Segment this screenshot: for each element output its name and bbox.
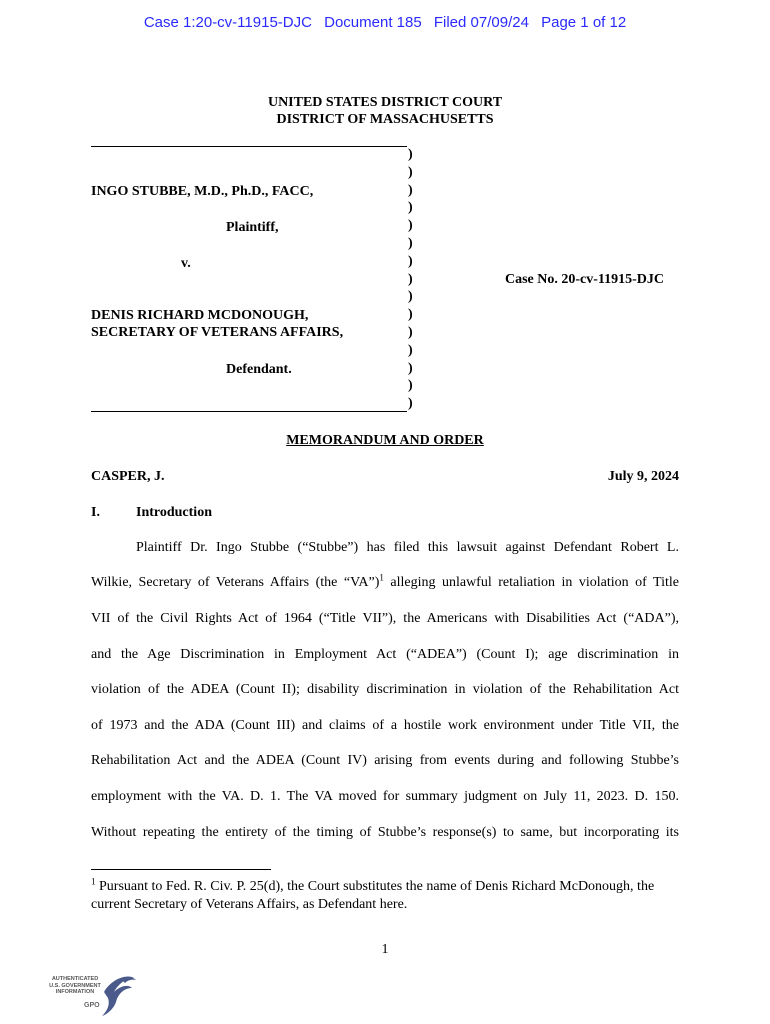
body-line: Rehabilitation Act and the ADEA (Count IV) arising from events during and following Stubbe’s bbox=[91, 753, 679, 768]
memorandum-title: MEMORANDUM AND ORDER bbox=[286, 433, 484, 448]
case-number: Case No. 20-cv-11915-DJC bbox=[505, 272, 665, 287]
body-line: Plaintiff Dr. Ingo Stubbe (“Stubbe”) has filed this lawsuit against Defendant Robert L. bbox=[136, 540, 679, 555]
body-line: violation of the ADEA (Count II); disability discrimination in violation of the Rehabilitation Act bbox=[91, 682, 679, 697]
body-line: employment with the VA. D. 1. The VA moved for summary judgment on July 11, 2023. D. 150. bbox=[91, 789, 679, 804]
gpo-authentication-seal bbox=[44, 972, 136, 1018]
gpo-line-3: INFORMATION bbox=[55, 989, 95, 995]
body-line: VII of the Civil Rights Act of 1964 (“Title VII”), the Americans with Disabilities Act (“ADA”), bbox=[91, 611, 679, 626]
gpo-line-1: AUTHENTICATED bbox=[51, 976, 99, 982]
court-heading bbox=[0, 94, 770, 128]
footnote-text: Pursuant to Fed. R. Civ. P. 25(d), the Court substitutes the name of Denis Richard McDonough, the current Secretary of Veterans Affairs, as Defendant here. bbox=[91, 879, 655, 912]
page-number: 1 bbox=[381, 942, 389, 957]
court-district: DISTRICT OF MASSACHUSETTS bbox=[276, 112, 494, 127]
body-line: and the Age Discrimination in Employment Act (“ADEA”) (Count I); age discrimination in bbox=[91, 647, 679, 662]
body-text: Wilkie, Secretary of Veterans Affairs (the “VA”) bbox=[91, 575, 380, 590]
body-line bbox=[91, 574, 679, 591]
body-text: alleging unlawful retaliation in violation of Title bbox=[383, 575, 679, 590]
gpo-line-2: U.S. GOVERNMENT bbox=[49, 982, 101, 989]
gpo-seal-text bbox=[44, 976, 106, 996]
caption-bottom-rule bbox=[91, 411, 407, 412]
footnote-reference[interactable]: 1 bbox=[379, 572, 384, 583]
plaintiff-role: Plaintiff, bbox=[226, 220, 279, 235]
caption-top-rule bbox=[91, 146, 407, 147]
footnote bbox=[91, 878, 681, 914]
footnote-marker: 1 bbox=[91, 876, 96, 887]
ecf-page-count: Page 1 of 12 bbox=[541, 14, 627, 31]
body-line: of 1973 and the ADA (Count III) and claims of a hostile work environment under Title VII, the bbox=[91, 718, 679, 733]
gpo-eagle-icon bbox=[98, 972, 138, 1018]
defendant-role: Defendant. bbox=[226, 362, 292, 377]
order-date: July 9, 2024 bbox=[607, 469, 679, 484]
ecf-header bbox=[0, 14, 770, 31]
defendant-title: SECRETARY OF VETERANS AFFAIRS, bbox=[91, 325, 344, 340]
section-title: Introduction bbox=[136, 505, 212, 520]
ecf-filed-date: Filed 07/09/24 bbox=[433, 14, 529, 31]
versus-label: v. bbox=[181, 256, 191, 271]
body-line: Without repeating the entirety of the timing of Stubbe’s response(s) to same, but incorporating its bbox=[91, 825, 679, 840]
court-name: UNITED STATES DISTRICT COURT bbox=[267, 95, 503, 110]
gpo-label: GPO bbox=[84, 1002, 100, 1009]
footnote-rule bbox=[91, 869, 271, 870]
defendant-name: DENIS RICHARD MCDONOUGH, bbox=[91, 308, 309, 323]
ecf-document-number: Document 185 bbox=[324, 14, 422, 31]
section-number: I. bbox=[91, 505, 100, 520]
ecf-case-number: Case 1:20-cv-11915-DJC bbox=[143, 14, 312, 31]
caption-parentheses: ) ) ) ) ) ) ) ) ) ) ) ) ) ) ) bbox=[408, 147, 413, 412]
plaintiff-name: INGO STUBBE, M.D., Ph.D., FACC, bbox=[91, 184, 314, 199]
judge-name: CASPER, J. bbox=[91, 469, 165, 484]
